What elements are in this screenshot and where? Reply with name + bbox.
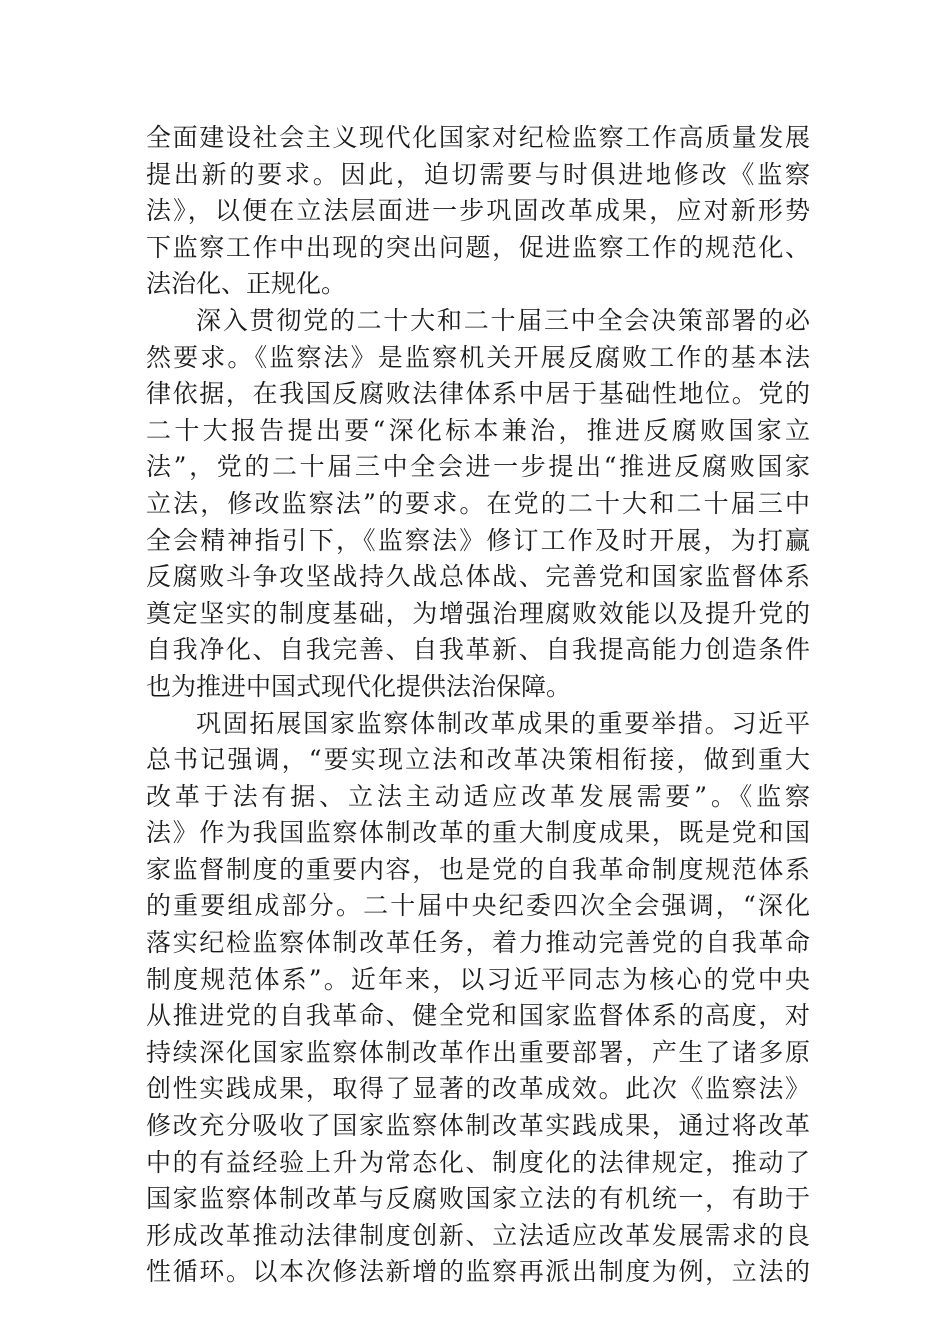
text-line: 改革于法有据、立法主动适应改革发展需要”。《监察 [146,781,810,811]
text-line: 全面建设社会主义现代化国家对纪检监察工作高质量发展 [146,123,810,152]
text-line: 法治化、正规化。 [146,269,347,299]
text-line: 然要求。《监察法》是监察机关开展反腐败工作的基本法 [146,342,810,372]
text-line: 提出新的要求。因此，迫切需要与时俱进地修改《监察 [146,159,810,189]
text-line: 从推进党的自我革命、健全党和国家监督体系的高度，对 [146,1001,810,1031]
text-line: 全会精神指引下，《监察法》修订工作及时开展，为打赢 [146,525,810,555]
text-line: 修改充分吸收了国家监察体制改革实践成果，通过将改革 [146,1111,810,1141]
text-line: 法”，党的二十届三中全会进一步提出“推进反腐败国家 [146,452,810,482]
text-line: 中的有益经验上升为常态化、制度化的法律规定，推动了 [146,1147,810,1177]
paragraph [146,706,810,1292]
text-line: 的重要组成部分。二十届中央纪委四次全会强调，“深化 [146,891,810,921]
text-line: 立法，修改监察法”的要求。在党的二十大和二十届三中 [146,488,810,518]
text-line: 形成改革推动法律制度创新、立法适应改革发展需求的良 [146,1220,810,1250]
text-line: 法》作为我国监察体制改革的重大制度成果，既是党和国 [146,818,810,848]
document-body [146,120,810,1291]
text-line: 国家监察体制改革与反腐败国家立法的有机统一，有助于 [146,1184,810,1214]
text-line: 创性实践成果，取得了显著的改革成效。此次《监察法》 [146,1074,810,1104]
text-line: 法》，以便在立法层面进一步巩固改革成果，应对新形势 [146,196,810,226]
text-line: 自我净化、自我完善、自我革新、自我提高能力创造条件 [146,635,810,665]
text-line: 律依据，在我国反腐败法律体系中居于基础性地位。党的 [146,379,810,409]
text-line: 巩固拓展国家监察体制改革成果的重要举措。习近平 [196,708,810,738]
text-line: 家监督制度的重要内容，也是党的自我革命制度规范体系 [146,854,810,884]
paragraph [146,120,810,303]
text-line: 性循环。以本次修法新增的监察再派出制度为例，立法的 [146,1257,810,1287]
text-line: 制度规范体系”。近年来，以习近平同志为核心的党中央 [146,964,810,994]
text-line: 下监察工作中出现的突出问题，促进监察工作的规范化、 [146,232,810,262]
text-line: 奠定坚实的制度基础，为增强治理腐败效能以及提升党的 [146,598,810,628]
text-line: 也为推进中国式现代化提供法治保障。 [146,671,572,701]
text-line: 反腐败斗争攻坚战持久战总体战、完善党和国家监督体系 [146,562,810,592]
text-line: 深入贯彻党的二十大和二十届三中全会决策部署的必 [196,305,810,335]
text-line: 总书记强调，“要实现立法和改革决策相衔接，做到重大 [146,745,810,775]
paragraph [146,303,810,706]
text-line: 落实纪检监察体制改革任务，着力推动完善党的自我革命 [146,928,810,958]
text-line: 持续深化国家监察体制改革作出重要部署，产生了诸多原 [146,1037,810,1067]
text-line: 二十大报告提出要“深化标本兼治，推进反腐败国家立 [146,415,810,445]
